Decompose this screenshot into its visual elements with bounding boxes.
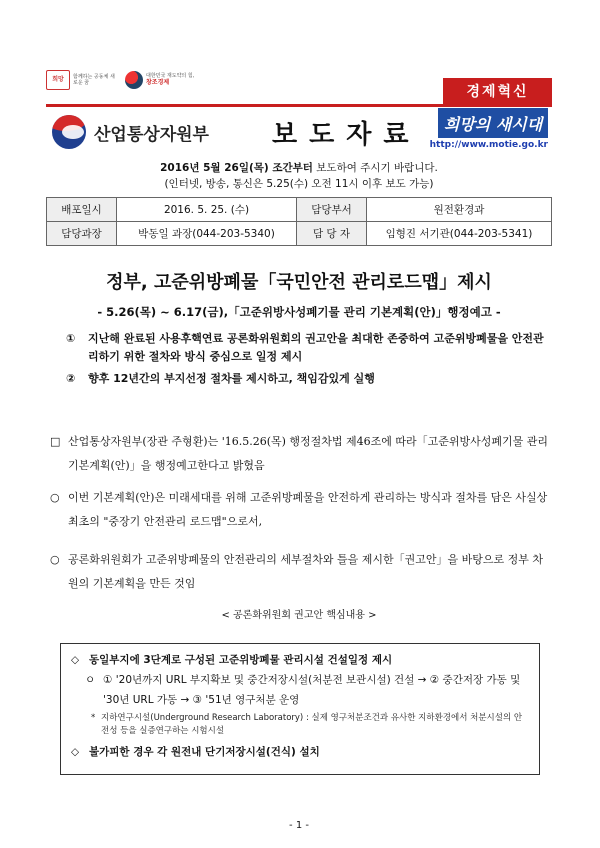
creative-economy-icon [125,71,143,89]
hope-logo-mark: 희망 [46,70,70,90]
manager-label: 담당과장 [47,222,117,246]
box-heading-1 [71,650,529,670]
diamond-bullet: ◇ [71,654,80,666]
list-item [66,330,546,366]
red-divider [46,104,552,107]
sub-title: - 5.26(목) ~ 6.17(금),「고준위방사성폐기물 관리 기본계획(안)」행정예고 - [97,305,501,319]
creative-economy-strong: 창조경제 [146,79,170,87]
embargo-date: 2016년 5월 26일(목) 조간부터 [160,162,313,174]
paragraph-1-text: 산업통상자원부(장관 주형환)는 '16.5.26(목) 행정절차법 제46조에 따라「고준위방사성폐기물 관리 기본계획(안)」을 행정예고한다고 밝혔음 [68,435,549,472]
circle-bullet: ○ [50,491,60,504]
table-row [47,198,552,222]
economic-innovation-banner: 경제혁신 [443,78,552,104]
box-heading-2 [71,742,529,762]
page-number: - 1 - [289,820,309,831]
sub-bullet: ㅇ [85,674,96,686]
dist-date-label: 배포일시 [47,198,117,222]
box-heading-2-text: 불가피한 경우 각 원전내 단기저장시설(건식) 설치 [89,746,320,758]
press-header [46,108,552,156]
paragraph-2-text: 이번 기본계획(안)은 미래세대를 위해 고준위방폐물을 안전하게 관리하는 방식과 절차를 담은 사실상 최초의 "중장기 안전관리 로드맵"으로서, [68,491,548,528]
point-text: 지난해 완료된 사용후핵연료 공론화위원회의 권고안을 최대한 존중하여 고준위방폐물을 안전관리하기 위한 절차와 방식 중심으로 일정 제시 [88,332,544,363]
main-title: 정부, 고준위방폐물「국민안전 관리로드맵」제시 [106,272,492,293]
staff-label: 담 당 자 [297,222,367,246]
box-note-text: 지하연구시설(Underground Research Laboratory) : 실제 영구처분조건과 유사한 지하환경에서 처분시설의 안전성 등을 실증연구하는 시험시설 [101,713,523,736]
ministry-url[interactable]: http://www.motie.go.kr [429,140,548,150]
top-logos [46,70,194,90]
box-sub-item [71,670,529,710]
diamond-bullet: ◇ [71,746,80,758]
creative-economy-text: 대한민국 재도약의 힘, [146,73,195,80]
paragraph-1 [46,430,552,478]
hope-logo-text: 함께하는 공동체 새로운 꿈 [73,74,115,86]
ministry-logo-icon [52,115,86,149]
asterisk-mark: * [91,713,96,723]
recommendation-box [60,643,540,775]
box-note [71,712,529,738]
embargo-online: (인터넷, 방송, 통신은 5.25(수) 오전 11시 이후 보도 가능) [164,178,434,190]
circle-bullet: ○ [50,553,60,566]
point-text: 향후 12년간의 부지선정 절차를 제시하고, 책임감있게 실행 [88,372,375,385]
embargo-notice [46,160,552,192]
list-item [66,370,546,388]
box-sub-item-text: ① '20년까지 URL 부지확보 및 중간저장시설(처분전 보관시설) 건설 → ② 중간저장 가동 및 '30년 URL 가동 → ③ '51년 영구처분 운영 [103,674,521,706]
manager: 박동일 과장(044-203-5340) [117,222,297,246]
dept-label: 담당부서 [297,198,367,222]
paragraph-3-text: 공론화위원회가 고준위방폐물의 안전관리의 세부절차와 틀을 제시한「권고안」을 바탕으로 정부 차원의 기본계획을 만든 것임 [68,553,544,590]
box-heading-1-text: 동일부지에 3단계로 구성된 고준위방폐물 관리시설 건설일정 제시 [89,654,393,666]
staff: 임형진 서기관(044-203-5341) [367,222,552,246]
key-points [66,330,546,392]
square-bullet: □ [50,435,61,448]
hope-logo [46,70,115,90]
creative-economy-logo [125,71,194,89]
info-table [46,197,552,246]
box-caption: < 공론화위원회 권고안 핵심내용 > [221,610,377,621]
dept: 원전환경과 [367,198,552,222]
dist-date: 2016. 5. 25. (수) [117,198,297,222]
paragraph-3 [46,548,552,596]
paragraph-2 [46,486,552,534]
slogan-logo: 희망의 새시대 [438,108,548,138]
press-release-title: 보도자료 [272,119,421,150]
table-row [47,222,552,246]
embargo-rest: 보도하여 주시기 바랍니다. [312,162,438,174]
point-number: ② [66,372,76,385]
ministry-name: 산업통상자원부 [94,124,209,145]
point-number: ① [66,332,76,345]
